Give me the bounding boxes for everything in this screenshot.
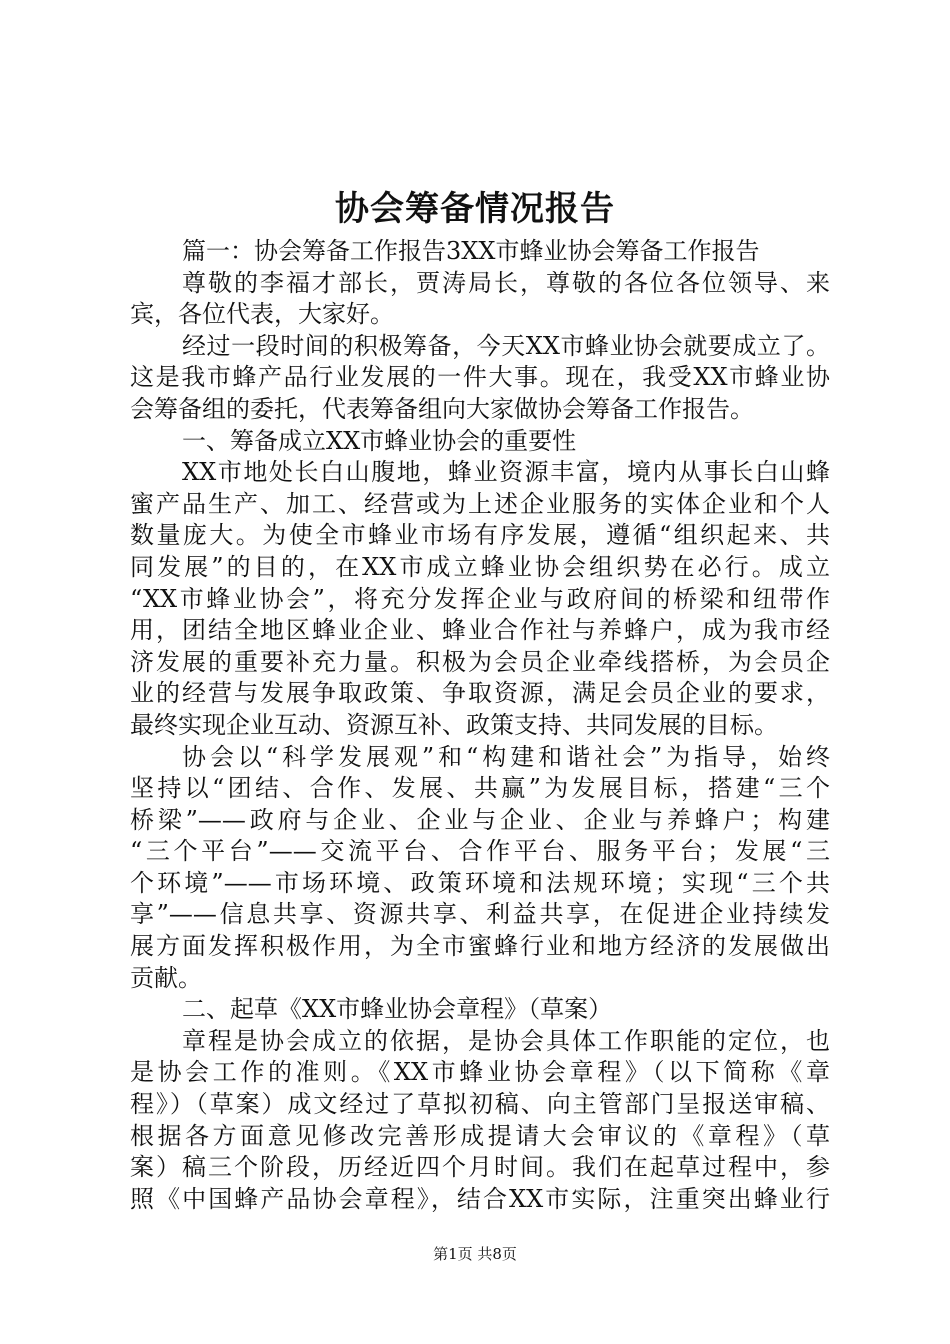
text-line: 蜜产品生产、加工、经营或为上述企业服务的实体企业和个人: [130, 489, 830, 518]
text-line: 享”——信息共享、资源共享、利益共享，在促进企业持续发: [130, 900, 830, 929]
text-line: 这是我市蜂产品行业发展的一件大事。现在，我受XX市蜂业协: [130, 363, 830, 392]
text-line: 最终实现企业互动、资源互补、政策支持、共同发展的目标。: [130, 710, 778, 739]
text-line: 坚持以“团结、合作、发展、共赢”为发展目标，搭建“三个: [130, 774, 830, 803]
page-number-footer: 第1页 共8页: [433, 1245, 517, 1263]
text-line: 章程是协会成立的依据，是协会具体工作职能的定位，也: [182, 1026, 830, 1055]
text-line: 是协会工作的准则。《XX市蜂业协会章程》（以下简称《章: [130, 1058, 830, 1087]
text-line: 照《中国蜂产品协会章程》，结合XX市实际，注重突出蜂业行: [130, 1184, 830, 1213]
text-line: 根据各方面意见修改完善形成提请大会审议的《章程》（草: [130, 1121, 830, 1150]
text-line: 业的经营与发展争取政策、争取资源，满足会员企业的要求，: [130, 679, 830, 708]
text-line: 会筹备组的委托，代表筹备组向大家做协会筹备工作报告。: [130, 394, 754, 423]
text-line: 济发展的重要补充力量。积极为会员企业牵线搭桥，为会员企: [130, 647, 830, 676]
text-line: 展方面发挥积极作用，为全市蜜蜂行业和地方经济的发展做出: [130, 932, 830, 961]
document-title: 协会筹备情况报告: [335, 189, 615, 229]
section-heading: 一、筹备成立XX市蜂业协会的重要性: [182, 426, 577, 455]
document-body: [130, 236, 830, 1215]
text-line: 案）稿三个阶段，历经近四个月时间。我们在起草过程中，参: [130, 1153, 830, 1182]
text-line: 个环境”——市场环境、政策环境和法规环境；实现“三个共: [130, 868, 830, 897]
text-line: XX市地处长白山腹地，蜂业资源丰富，境内从事长白山蜂: [182, 458, 830, 487]
text-line: 篇一：协会筹备工作报告3XX市蜂业协会筹备工作报告: [182, 237, 760, 265]
text-line: 用，团结全地区蜂业企业、蜂业合作社与养蜂户，成为我市经: [130, 616, 830, 645]
text-line: 宾，各位代表，大家好。: [130, 300, 394, 329]
text-line: 桥梁”——政府与企业、企业与企业、企业与养蜂户；构建: [130, 805, 830, 834]
text-line: 同发展”的目的，在XX市成立蜂业协会组织势在必行。成立: [130, 552, 830, 581]
text-line: 数量庞大。为使全市蜂业市场有序发展，遵循“组织起来、共: [130, 521, 830, 550]
text-line: “三个平台”——交流平台、合作平台、服务平台；发展“三: [130, 837, 830, 866]
text-line: 协会以“科学发展观”和“构建和谐社会”为指导，始终: [182, 742, 830, 771]
text-line: 尊敬的李福才部长，贾涛局长，尊敬的各位各位领导、来: [182, 268, 830, 297]
text-line: “XX市蜂业协会”，将充分发挥企业与政府间的桥梁和纽带作: [130, 584, 830, 613]
section-heading: 二、起草《XX市蜂业协会章程》（草案）: [182, 995, 613, 1024]
text-line: 程》）（草案）成文经过了草拟初稿、向主管部门呈报送审稿、: [130, 1090, 830, 1119]
text-line: 贡献。: [130, 963, 202, 992]
text-line: 经过一段时间的积极筹备，今天XX市蜂业协会就要成立了。: [182, 331, 830, 360]
